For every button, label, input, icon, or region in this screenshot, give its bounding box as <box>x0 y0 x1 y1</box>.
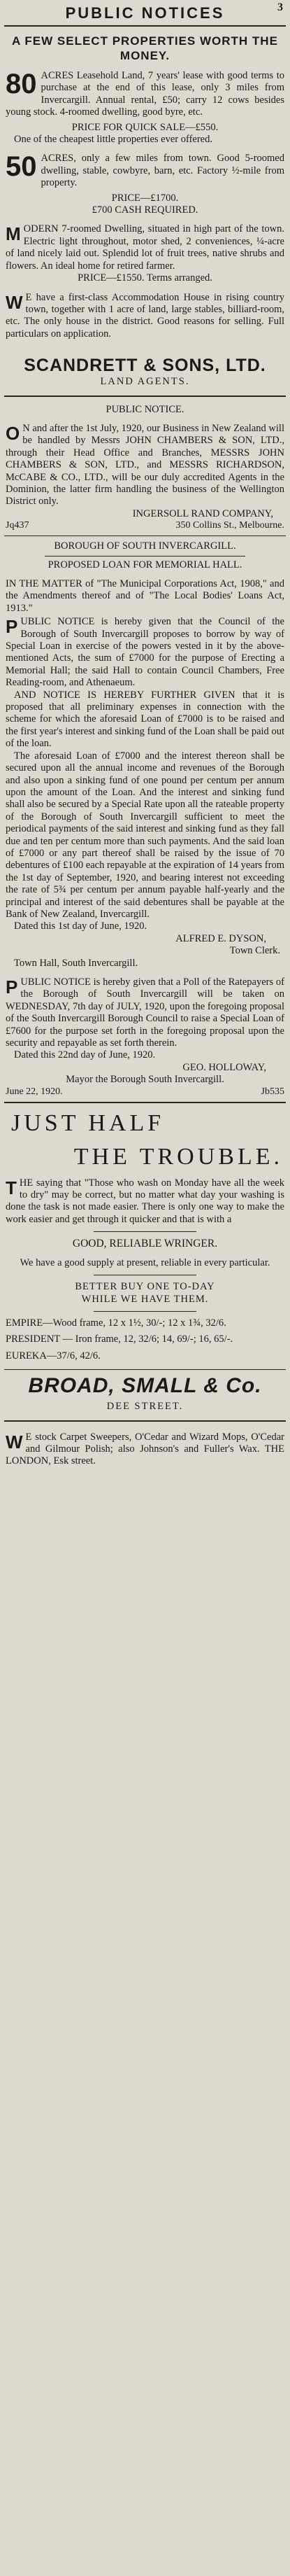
firm-logo: BROAD, SMALL & Co. <box>28 1374 262 1398</box>
advert-title: A FEW SELECT PROPERTIES WORTH THE MONEY. <box>12 34 278 62</box>
drop-cap: W <box>6 291 23 313</box>
headline-line-1: JUST HALF <box>11 1110 165 1136</box>
signatory-place: Town Hall, South Invercargill. <box>14 957 138 969</box>
broad-small-advert <box>3 1110 287 1420</box>
drop-cap: P <box>6 976 18 997</box>
firm-name: SCANDRETT & SONS, LTD. <box>24 356 266 376</box>
borough-title: BOROUGH OF SOUTH INVERCARGILL. <box>54 540 236 552</box>
slogan-line-2: WHILE WE HAVE THEM. <box>81 1293 209 1305</box>
section-title: PUBLIC NOTICES <box>65 4 225 22</box>
borough-loan-notice <box>3 540 287 1097</box>
listing-cash: £700 CASH REQUIRED. <box>92 204 198 216</box>
drop-cap: T <box>6 1177 17 1198</box>
notice-ref: Jb535 <box>261 1086 284 1097</box>
drop-cap: P <box>6 616 18 638</box>
notice-signature: INGERSOLL RAND COMPANY, <box>132 507 273 519</box>
page-header <box>3 0 287 25</box>
paragraph-text: UBLIC NOTICE is hereby given that the Council of the Borough of South Invercargill proposes to borrow by way of Special Loan in exercise of the powers vested in it by the above-mentioned Acts, the sum of £7000 for the purpose of Erecting a Memorial Hall; the said Hall to contain Council Chambers, Free Reading-room, and Athenaeum. <box>6 616 284 689</box>
listing-number: 50 <box>6 151 37 183</box>
body-text: E stock Carpet Sweepers, O'Cedar and Wizard Mops, O'Cedar and Gilmour Polish; also Johnson's and Fuller's Wax. THE LONDON, Esk street. <box>6 1431 284 1467</box>
notice-paragraph: AND NOTICE IS HEREBY FURTHER GIVEN that it is proposed that all preliminary expenses in connection with the scheme for which the aforesaid Loan of £7000 is to be raised and the first year's interest and sinking fund of the Loan shall be paid out of the loan. <box>6 689 284 750</box>
signatory-name: ALFRED E. DYSON, <box>175 932 266 944</box>
ingersoll-notice <box>3 404 287 532</box>
notice-ref: Jq437 <box>6 520 29 531</box>
matter-clause: IN THE MATTER of "The Municipal Corporations Act, 1908," and the Amendments thereof and of "The Local Bodies' Loans Act, 1913." <box>6 578 284 614</box>
listing-80-acres <box>6 70 284 119</box>
listing-note: One of the cheapest little properties ever offered. <box>14 134 212 146</box>
notices-column <box>3 0 287 2576</box>
signatory-name: GEO. HOLLOWAY, <box>182 1061 266 1073</box>
notice-footer <box>6 1086 284 1098</box>
divider <box>94 1231 196 1232</box>
listing-50-acres <box>6 153 284 189</box>
slogan-line-1: BETTER BUY ONE TO-DAY <box>75 1281 215 1293</box>
listing-accommodation-house <box>6 292 284 341</box>
notice-address: 350 Collins St., Melbourne. <box>175 520 284 531</box>
scandrett-advert <box>3 34 287 396</box>
price-empire: EMPIRE—Wood frame, 12 x 1½, 30/-; 12 x 1¾, 32/6. <box>6 1317 226 1329</box>
signatory-role: Town Clerk. <box>229 945 280 957</box>
corner-mark: 3 <box>277 1 283 13</box>
product-heading: GOOD, RELIABLE WRINGER. <box>72 1238 218 1250</box>
headline-line-2: THE TROUBLE. <box>73 1143 283 1170</box>
poll-paragraph <box>6 976 284 1049</box>
notice-date: June 22, 1920. <box>6 1086 63 1097</box>
drop-cap: O <box>6 422 20 444</box>
divider <box>94 1311 196 1312</box>
notice-footer <box>6 520 284 531</box>
listing-number: 80 <box>6 69 37 99</box>
notice-body <box>6 423 284 508</box>
dated-line: Dated this 1st day of June, 1920. <box>14 920 147 932</box>
listing-dwelling <box>6 223 284 272</box>
listing-price: PRICE FOR QUICK SALE—£550. <box>71 121 219 133</box>
listing-price: PRICE—£1700. <box>111 192 179 204</box>
supply-note: We have a good supply at present, reliable in every particular. <box>20 1256 270 1268</box>
listing-price: PRICE—£1550. Terms arranged. <box>78 272 212 284</box>
listing-text: ACRES Leasehold Land, 7 years' lease with good terms to purchase at the end of this lease, only 3 miles from Invercargill. Annual rental, £50; carry 12 cows besides young stock. 4-roomed dwelling, good byre, etc. <box>6 70 284 118</box>
notice-paragraph: The aforesaid Loan of £7000 and the interest thereon shall be secured upon all the annual income and revenues of the Borough and also upon a sinking fund of one pound per centum per annum upon the amount of the Loan. And the interest and sinking fund shall also be secured by a Special Rate upon all the rateable property of the Borough of South Invercargill sufficient to meet the periodical payments of the said interest and sinking fund as they fall due and ten per centum more than such payments. And the said loan of £7000 or any part thereof shall be raised by the issue of 70 debentures of £100 each repayable at the expiration of 14 years from the 1st day of September, 1920, and bearing interest not exceeding the rate of 5¾ per centum per annum payable half-yearly and the principal and interest of the said debentures shall be payable at the Bank of New Zealand, Invercargill. <box>6 750 284 920</box>
body-text: HE saying that "Those who wash on Monday have all the week to dry" may be correct, but no matter what day your washing is done the task is not made easier. There is only one way to make the work easier and get through it quicker and that is with a <box>6 1177 284 1225</box>
london-advert <box>3 1432 287 1468</box>
firm-street: DEE STREET. <box>106 1401 184 1413</box>
firm-subtitle: LAND AGENTS. <box>100 376 190 388</box>
notice-text: N and after the 1st July, 1920, our Business in New Zealand will be handled by Messrs JOHN CHAMBERS & SON, LTD., through their Head Office and Branches, MESSRS JOHN CHAMBERS & SON, LTD., and MESSRS RICHARDSON, McCABE & CO., LTD., will be our duly accredited Agents in the Dominion, the latter firm handling the business of the Wellington District only. <box>6 422 284 507</box>
notice-paragraph <box>6 616 284 689</box>
price-president: PRESIDENT — Iron frame, 12, 32/6; 14, 69/-; 16, 65/-. <box>6 1334 233 1345</box>
divider <box>4 1369 286 1370</box>
dated-line: Dated this 22nd day of June, 1920. <box>14 1049 156 1061</box>
drop-cap: M <box>6 223 21 245</box>
drop-cap: W <box>6 1431 23 1452</box>
listing-text: ODERN 7-roomed Dwelling, situated in high part of the town. Electric light throughout, motor shed, 2 conveniences, ¼-acre of land nicely laid out. Splendid lot of fruit trees, native shrubs and flowers. An ideal home for retired farmer. <box>6 223 284 272</box>
price-eureka: EUREKA—37/6, 42/6. <box>6 1350 101 1362</box>
advert-body <box>6 1432 284 1468</box>
signatory-role: Mayor the Borough South Invercargill. <box>66 1074 224 1086</box>
listing-text: ACRES, only a few miles from town. Good 5-roomed dwelling, stable, cowbyre, barn, etc. Factory ½-mile from property. <box>41 153 284 189</box>
paragraph-text: UBLIC NOTICE is hereby given that a Poll of the Ratepayers of the Borough of South Invercargill will be taken on WEDNESDAY, 7th day of JULY, 1920, upon the foregoing proposal of the South Invercargill Borough Council to raise a Special Loan of £7600 for the purpose set forth in the foregoing proposal upon the security and repayable as set forth therein. <box>6 976 284 1049</box>
listing-text: E have a first-class Accommodation House in rising country town, together with 1 acre of land, large stables, billiard-room, etc. The only house in the district. Good reasons for selling. Full particulars on application. <box>6 291 284 340</box>
advert-body <box>6 1177 284 1226</box>
loan-title: PROPOSED LOAN FOR MEMORIAL HALL. <box>48 559 242 570</box>
notice-title: PUBLIC NOTICE. <box>106 403 184 415</box>
